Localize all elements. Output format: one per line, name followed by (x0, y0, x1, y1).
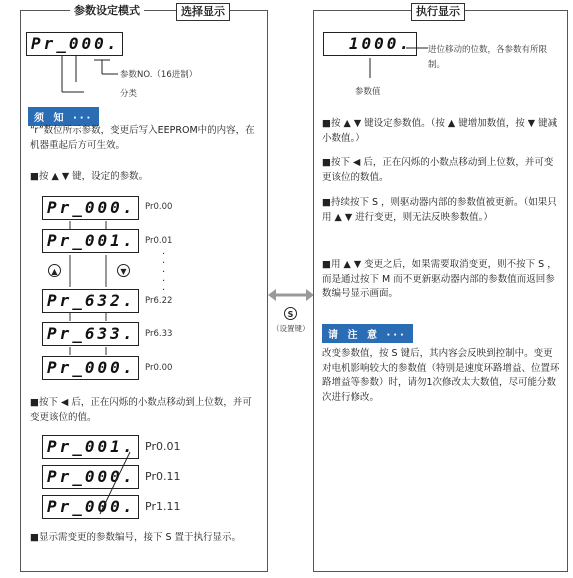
label-category: 分类 (120, 89, 138, 99)
up-key-icon: ▲ (48, 264, 61, 277)
step1-text: ■按 ▲ ▼ 键，设定的参数。 (30, 171, 149, 182)
caution-text: 改变参数值，按 S 键后，其内容会反映到控制中。变更对电机影响较大的参数值（特别是速度环路增益、位置环路增益等参数）时，请勿1次修改太大数值，尽可能分数次进行修改。 (322, 348, 560, 403)
right-step3: ■持续按下 S ，则驱动器内部的参数值被更新。（如果只用 ▲ ▼ 进行变更，则无法反映参数值。） (322, 197, 557, 223)
param-label-8: Pr1.11 (145, 500, 181, 513)
notice-text: “r”数位所示参数，变更后写入EEPROM中的内容，在机器重起后方可生效。 (30, 125, 255, 151)
value-display: 1000. (323, 32, 417, 56)
param-display-3: Pr_632. (42, 289, 139, 313)
label-move-digits: 进位移动的位数，各参数有所限制。 (428, 45, 548, 70)
select-display-title: 选择显示 (176, 3, 230, 21)
param-display-1: Pr_000. (42, 196, 139, 220)
param-label-1: Pr0.00 (145, 202, 173, 212)
param-display-4: Pr_633. (42, 322, 139, 346)
param-display-6: Pr_001. (42, 435, 139, 459)
param-label-4: Pr6.33 (145, 329, 173, 339)
param-label-2: Pr0.01 (145, 236, 173, 246)
label-param-no: 参数NO.（16进制） (120, 70, 198, 80)
step2-text: ■按下 ◀ 后，正在闪烁的小数点移动到上位数，并可变更该位的值。 (30, 397, 252, 423)
down-key-icon: ▼ (117, 264, 130, 277)
right-step1: ■按 ▲ ▼ 键设定参数值。（按 ▲ 键增加数值，按 ▼ 键减小数值。） (322, 118, 558, 144)
left-panel-title: 参数设定模式 (70, 3, 144, 19)
param-label-6: Pr0.01 (145, 440, 181, 453)
set-key-label: （设置键） (272, 324, 310, 333)
param-label-7: Pr0.11 (145, 470, 181, 483)
label-param-value: 参数值 (355, 87, 381, 97)
set-key-icon: S (284, 307, 297, 320)
param-display-8: Pr_000. (42, 495, 139, 519)
param-number-display: Pr_000. (26, 32, 123, 56)
right-step2: ■按下 ◀ 后，正在闪烁的小数点移动到上位数，并可变更该位的数值。 (322, 157, 554, 183)
caution-badge: 请 注 意 ··· (322, 324, 413, 343)
vertical-dots: · · · · · (162, 249, 166, 296)
param-display-2: Pr_001. (42, 229, 139, 253)
param-label-3: Pr6.22 (145, 296, 173, 306)
value-pointer-lines (340, 46, 430, 86)
right-step4: ■用 ▲ ▼ 变更之后，如果需要取消变更，则不按下 S ，而是通过按下 M 而不更新驱动器内部的参数值而返回参数编号显示画面。 (322, 259, 557, 299)
bidirectional-arrow (268, 287, 314, 303)
param-display-7: Pr_000. (42, 465, 139, 489)
param-label-5: Pr0.00 (145, 363, 173, 373)
param-display-5: Pr_000. (42, 356, 139, 380)
notice-badge: 须 知 ··· (28, 107, 99, 126)
param-pointer-lines (50, 54, 130, 99)
step3-text: ■显示需变更的参数编号，接下 S 置于执行显示。 (30, 532, 242, 543)
diagonal-arrows (90, 450, 140, 520)
right-panel-title: 执行显示 (411, 3, 465, 21)
up-down-arrows (62, 219, 122, 359)
